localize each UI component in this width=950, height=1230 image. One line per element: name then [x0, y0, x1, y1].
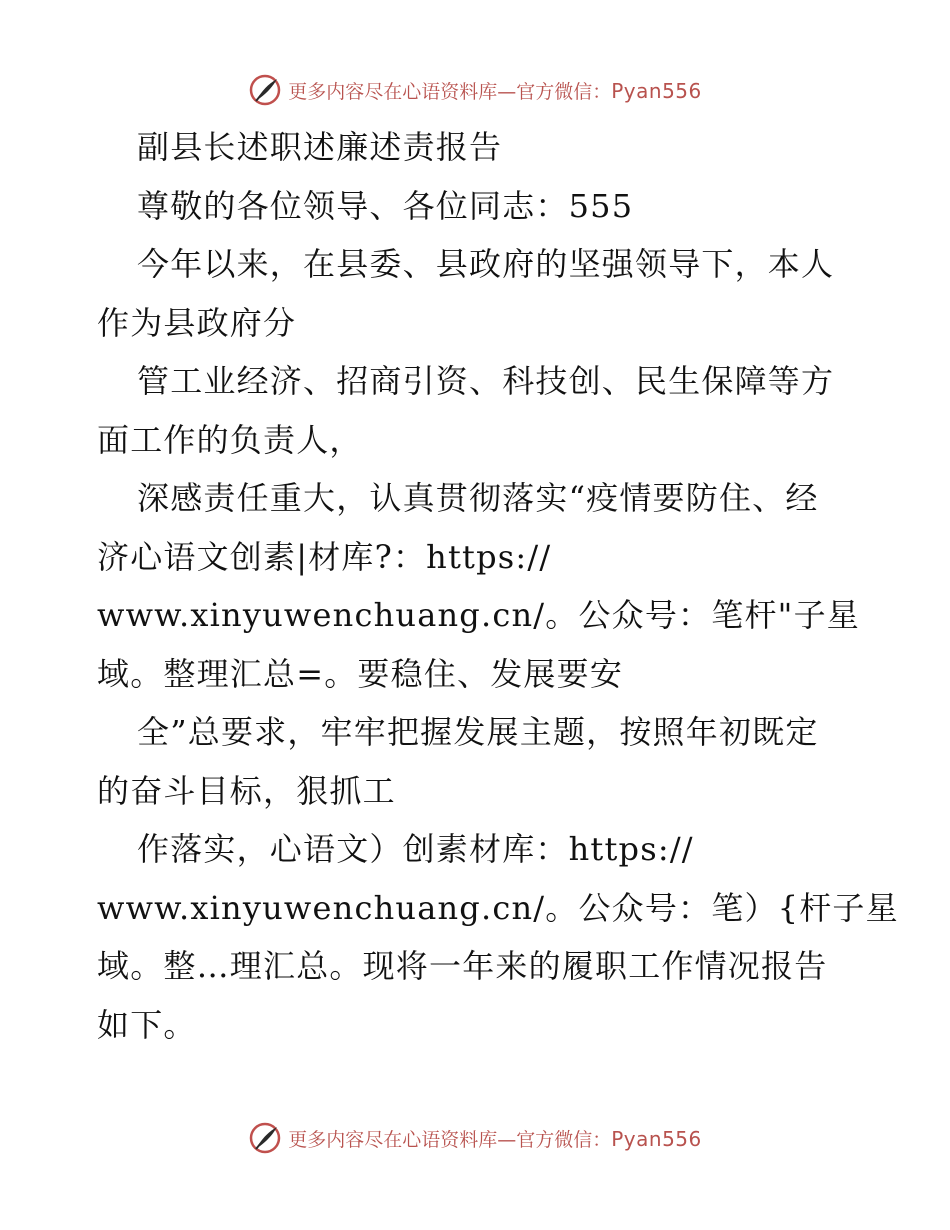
wechat-id: Pyan556	[611, 1126, 702, 1151]
text-line: www.xinyuwenchuang.cn/。公众号：笔杆"子星	[97, 596, 860, 634]
banner-text: 更多内容尽在心语资料库—官方微信：Pyan556	[288, 78, 702, 103]
text-line: 如下。	[97, 1005, 197, 1044]
text-line: 作为县政府分	[97, 303, 297, 342]
text-line: 济心语文创素|材库?：https://	[97, 537, 552, 576]
document-title: 副县长述职述廉述责报告	[137, 128, 503, 166]
text-line: 作落实，心语文）创素材库：https://	[137, 830, 694, 868]
banner-text: 更多内容尽在心语资料库—官方微信：Pyan556	[288, 1126, 702, 1151]
quill-pen-logo-icon	[248, 1121, 282, 1155]
quill-pen-logo-icon	[248, 73, 282, 107]
salutation: 尊敬的各位领导、各位同志：555	[137, 186, 634, 225]
footer-banner	[0, 1118, 950, 1158]
text-line: 的奋斗目标，狠抓工	[97, 771, 396, 810]
header-banner	[0, 70, 950, 110]
text-line: 全”总要求，牢牢把握发展主题，按照年初既定	[137, 713, 819, 751]
wechat-id: Pyan556	[611, 78, 702, 103]
text-line: 管工业经济、招商引资、科技创、民生保障等方	[137, 362, 835, 400]
text-line: 今年以来，在县委、县政府的坚强领导下，本人	[137, 245, 835, 283]
text-line: 域。整…理汇总。现将一年来的履职工作情况报告	[97, 947, 828, 985]
text-line: 面工作的负责人，	[97, 420, 363, 459]
text-line: 域。整理汇总=。要稳住、发展要安	[97, 654, 624, 693]
text-line: www.xinyuwenchuang.cn/。公众号：笔）{杆子星	[97, 888, 899, 927]
document-body	[97, 118, 899, 1054]
text-line: 深感责任重大，认真贯彻落实“疫情要防住、经	[137, 479, 819, 517]
